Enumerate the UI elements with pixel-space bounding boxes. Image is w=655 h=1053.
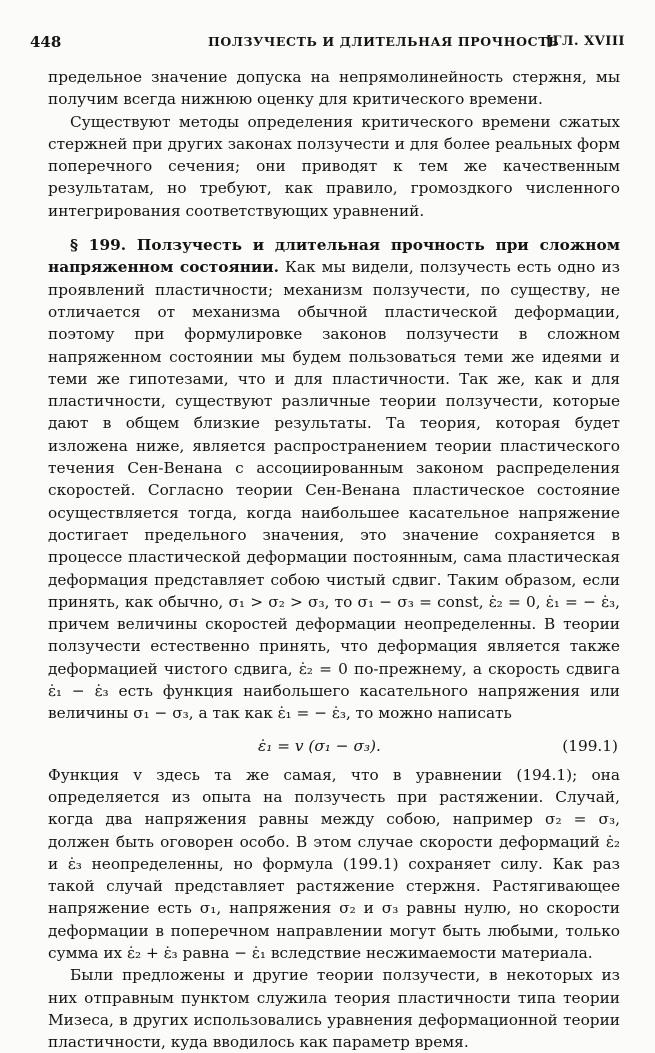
formula-number: (199.1) xyxy=(562,736,618,755)
page-body xyxy=(48,66,620,1053)
paragraph-function-v: Функция v здесь та же самая, что в уравнении (194.1); она определяется из опыта на ползучесть при растяжении. Случай, когда два напряжения равны между собою, например σ₂ = σ₃, должен быть оговорен особо. В этом случае скорости деформаций ε̇₂ и ε̇₃ неопределенны, но формула (199.1) сохраняет силу. Как раз такой случай представляет растяжение стержня. Растягивающее напряжение есть σ₁, напряжения σ₂ и σ₃ равны нулю, но скорости деформации в поперечном направлении могут быть любыми, только сумма их ε̇₂ + ε̇₃ равна − ε̇₁ вследствие несжимаемости материала. xyxy=(48,765,620,962)
paragraph-continuation: предельное значение допуска на непрямолинейность стержня, мы получим всегда нижнюю оценку для критического времени. xyxy=(48,68,620,109)
paragraph-other-theories: Были предложены и другие теории ползучести, в некоторых из них отправным пунктом служила теория пластичности типа теории Мизеса, в других использовались уравнения деформационной теории пластичности, куда вводилось как параметр время. xyxy=(48,966,620,1052)
paragraph-section-199 xyxy=(48,234,620,725)
formula-199-1 xyxy=(48,731,620,761)
running-title: ПОЛЗУЧЕСТЬ И ДЛИТЕЛЬНАЯ ПРОЧНОСТЬ xyxy=(208,34,560,49)
section-gap xyxy=(48,222,620,234)
formula-expression: ε̇₁ = v (σ₁ − σ₃). xyxy=(258,736,381,755)
section-text: Как мы видели, ползучесть есть одно из проявлений пластичности; механизм ползучести, по существу, не отличается от механизма обычной пластической деформации, поэтому при формулировке законов ползучести в сложном напряженном состоянии мы будем пользоваться теми же идеями и теми же гипотезами, что и для пластичности. Так же, как и для пластичности, существуют различные теории ползучести, которые дают в общем близкие результаты. Та теория, которая будет изложена ниже, является распространением теории пластического течения Сен-Венана с ассоциированным законом распределения скоростей. Согласно теории Сен-Венана пластическое состояние осуществляется тогда, когда наибольшее касательное напряжение достигает предельного значения, это значение сохраняется в процессе пластической деформации постоянным, сама пластическая деформация представляет собою чистый сдвиг. Таким образом, если принять, как обычно, σ₁ > σ₂ > σ₃, то σ₁ − σ₃ = const, ε̇₂ = 0, ε̇₁ = − ε̇₃, причем величины скоростей деформации неопределенны. В теории ползучести естественно принять, что деформация является также деформацией чистого сдвига, ε̇₂ = 0 по-прежнему, а скорость сдвига ε̇₁ − ε̇₃ есть функция наибольшего касательного напряжения или величины σ₁ − σ₃, а так как ε̇₁ = − ε̇₃, то можно написать xyxy=(48,258,620,723)
paragraph-methods: Существуют методы определения критического времени сжатых стержней при других законах ползучести и для более реальных форм поперечного сечения; они приводят к тем же качественным результатам, но требуют, как правило, громоздкого численного интегрирования соответствующих уравнений. xyxy=(48,112,620,220)
section-heading: § 199. Ползучесть и длительная прочность при сложном напряженном состоянии. xyxy=(48,236,620,277)
page-header xyxy=(30,33,625,57)
page-number: 448 xyxy=(30,33,62,51)
chapter-label: [ГЛ. XVIII xyxy=(545,34,625,49)
